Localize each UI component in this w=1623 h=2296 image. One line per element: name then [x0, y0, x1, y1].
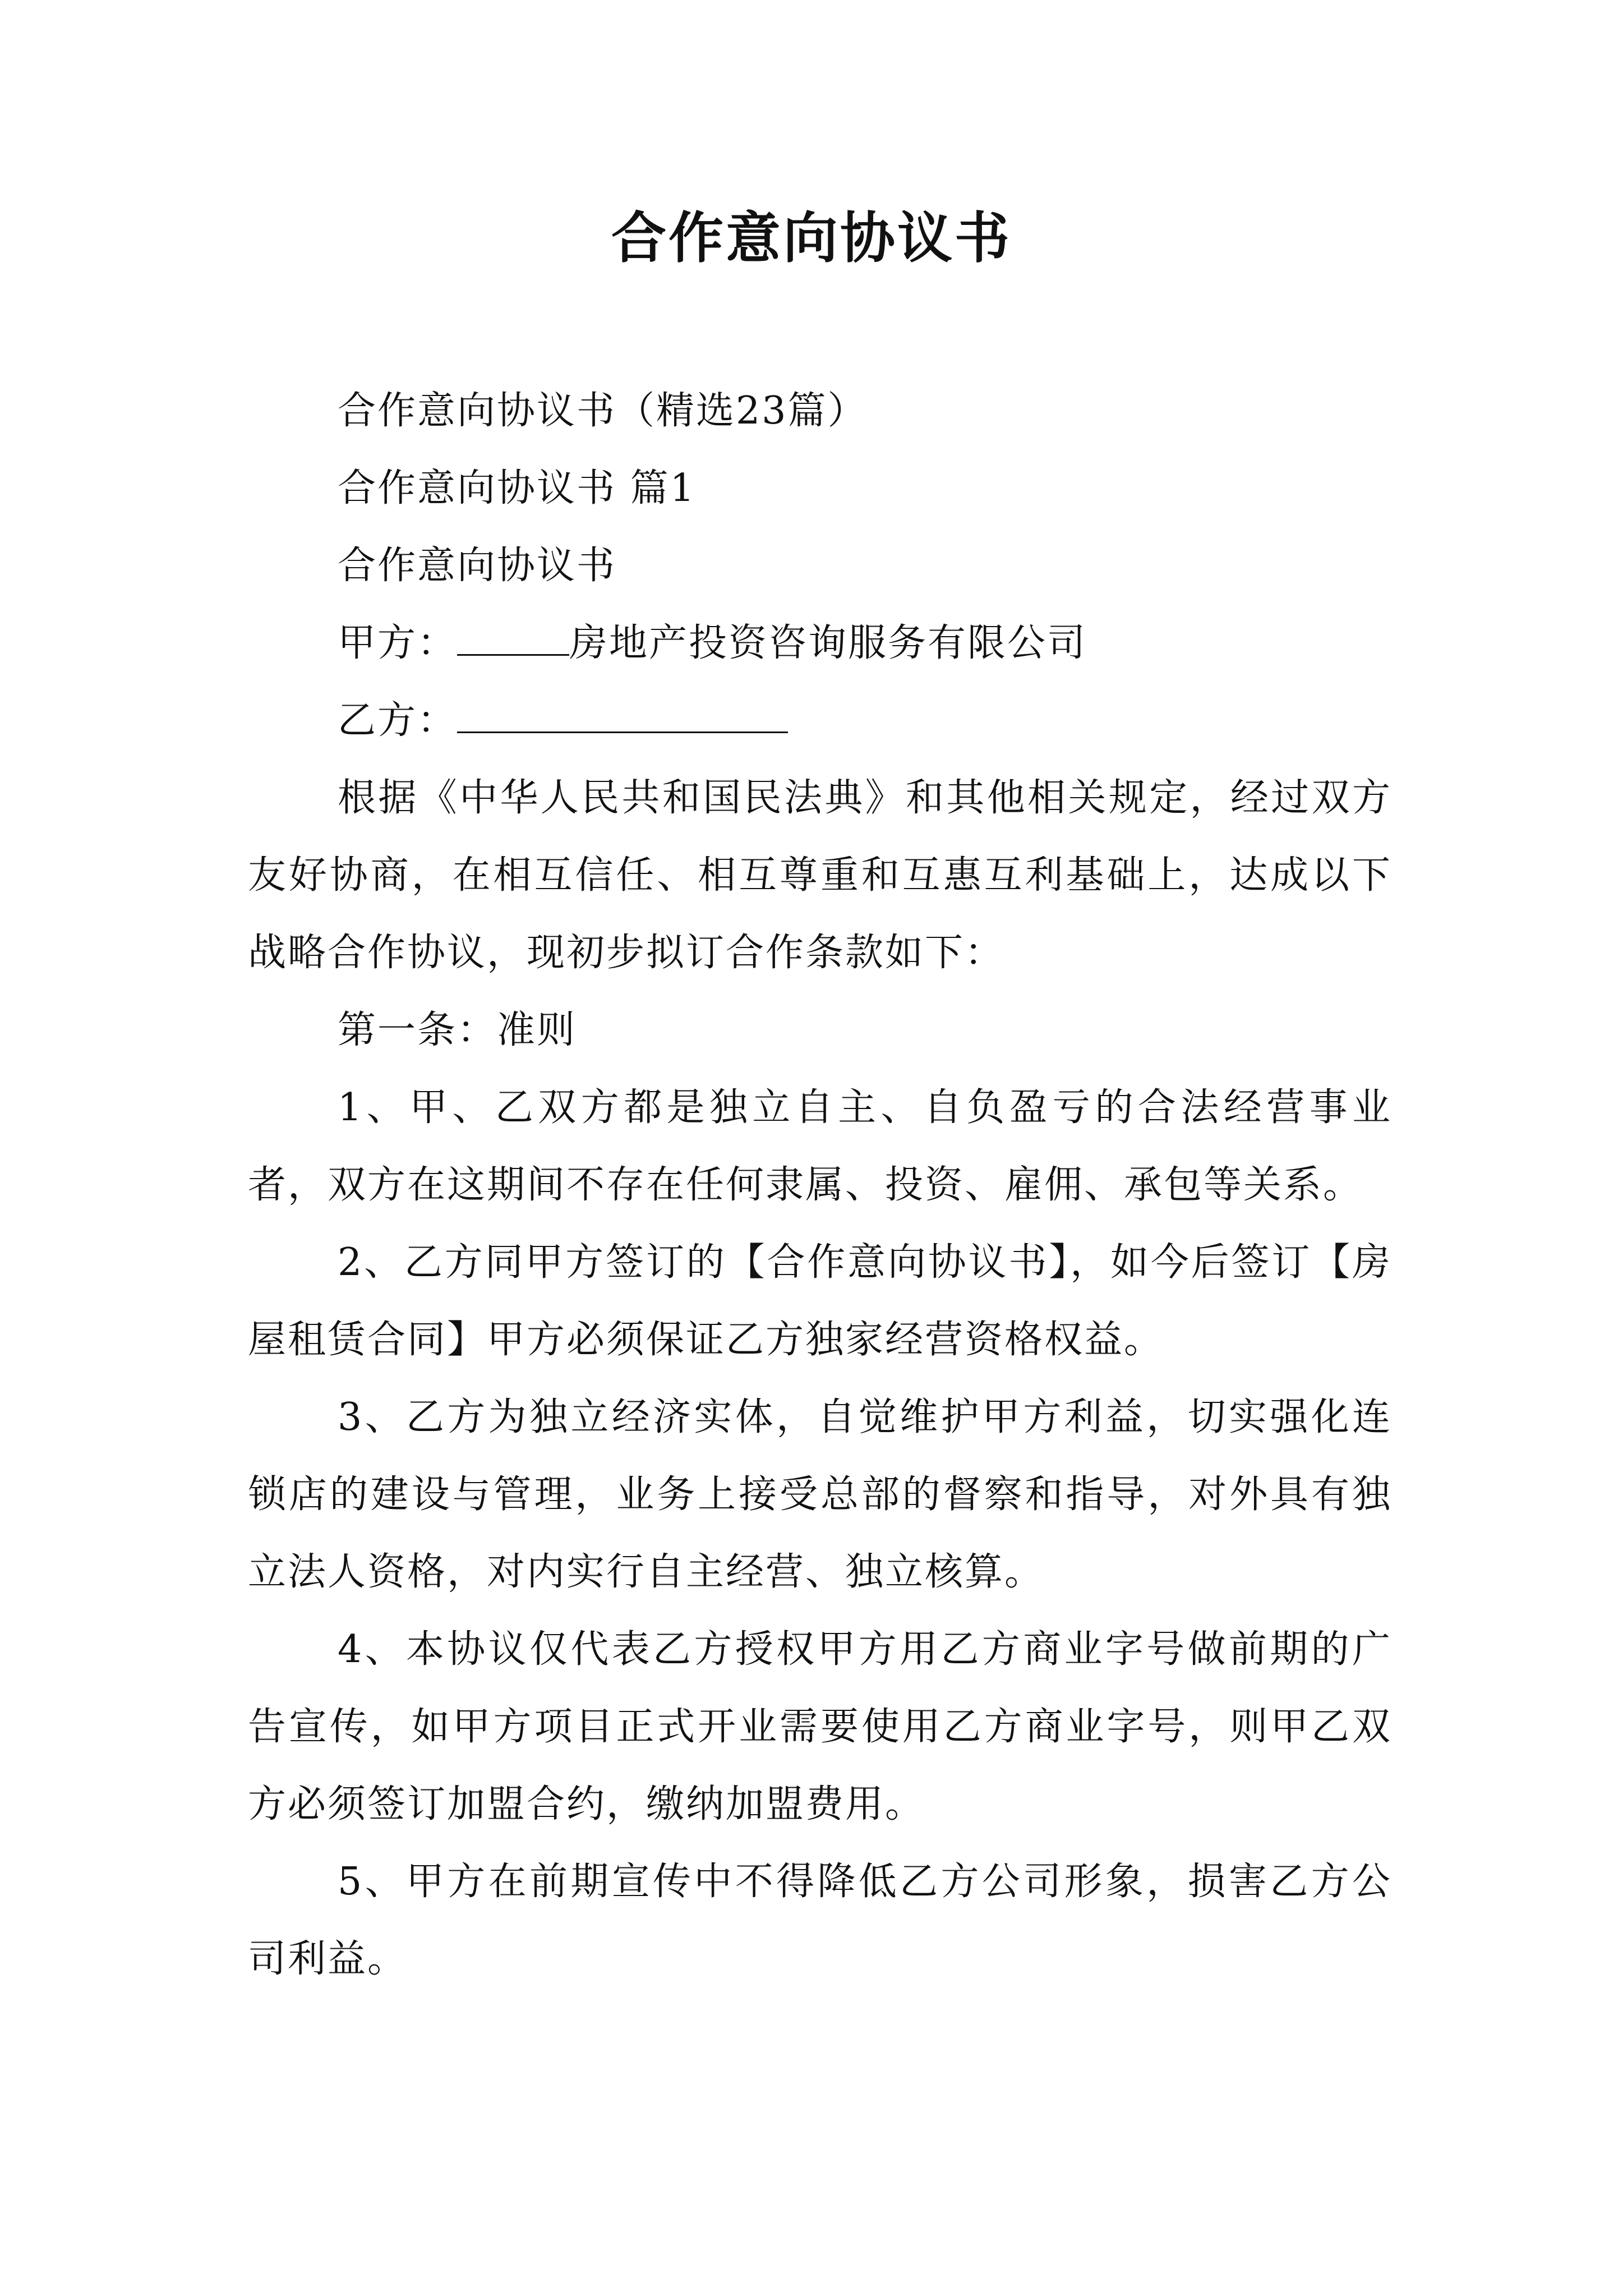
clause-5: 5、甲方在前期宣传中不得降低乙方公司形象，损害乙方公司利益。 [248, 1860, 1392, 1981]
clause-3: 3、乙方为独立经济实体，自觉维护甲方利益，切实强化连锁店的建设与管理，业务上接受总部的督察和指导，对外具有独立法人资格，对内实行自主经营、独立核算。 [248, 1395, 1392, 1594]
article-1-heading: 第一条：准则 [338, 1008, 577, 1052]
party-b-line [248, 682, 1392, 760]
section-heading: 合作意向协议书 篇1 [338, 466, 696, 510]
party-b-label: 乙方： [338, 698, 458, 743]
clause-1: 1、甲、乙双方都是独立自主、自负盈亏的合法经营事业者，双方在这期间不存在任何隶属、投资、雇佣、承包等关系。 [248, 1085, 1392, 1207]
clause-2: 2、乙方同甲方签订的【合作意向协议书】，如今后签订【房屋租赁合同】甲方必须保证乙方独家经营资格权益。 [248, 1240, 1392, 1362]
party-a-value: 房地产投资咨询服务有限公司 [569, 621, 1087, 665]
intro-paragraph: 根据《中华人民共和国民法典》和其他相关规定，经过双方友好协商，在相互信任、相互尊重和互惠互利基础上，达成以下战略合作协议，现初步拟订合作条款如下： [248, 776, 1392, 975]
party-b-blank [457, 697, 788, 733]
document-title: 合作意向协议书 [611, 206, 1012, 270]
party-a-line [248, 605, 1392, 682]
party-a-label: 甲方： [338, 621, 458, 665]
document-body [248, 372, 1392, 1998]
party-a-blank [457, 619, 569, 656]
agreement-name: 合作意向协议书 [338, 544, 617, 588]
clause-4: 4、本协议仅代表乙方授权甲方用乙方商业字号做前期的广告宣传，如甲方项目正式开业需要使用乙方商业字号，则甲乙双方必须签订加盟合约，缴纳加盟费用。 [248, 1627, 1392, 1826]
document-subtitle: 合作意向协议书（精选23篇） [338, 389, 868, 433]
